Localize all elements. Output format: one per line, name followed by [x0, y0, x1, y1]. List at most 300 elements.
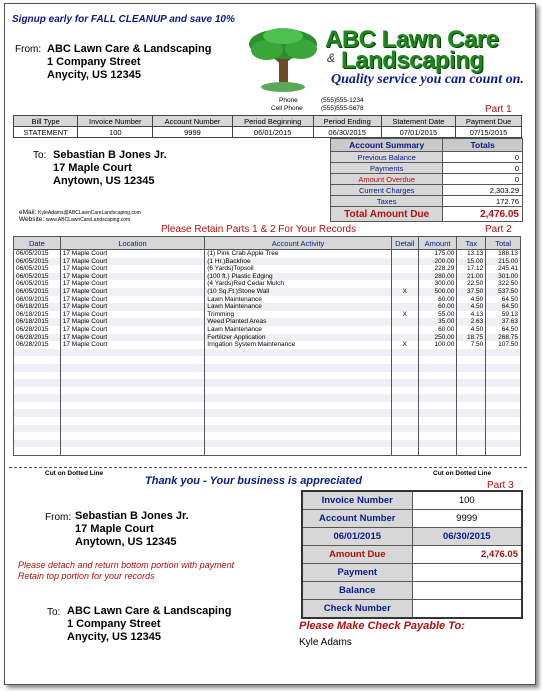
activity-cell: [391, 250, 418, 258]
total-due-value: 2,476.05: [443, 207, 523, 222]
stub-value: 100: [412, 491, 522, 510]
activity-cell: 245.41: [486, 265, 521, 273]
activity-cell: [14, 394, 61, 402]
stub-row: [302, 528, 522, 546]
activity-cell: 17 Maple Court: [60, 265, 205, 273]
detach-notice: [18, 560, 234, 582]
bill-header: Statement Date: [381, 116, 455, 127]
activity-cell: (100 ft.) Plastic Edging: [205, 273, 392, 281]
activity-cell: [457, 417, 486, 425]
activity-cell: 175.00: [418, 250, 457, 258]
activity-cell: [486, 356, 521, 364]
activity-cell: [391, 334, 418, 342]
thank-you-text: Thank you - Your business is appreciated: [145, 475, 363, 487]
activity-cell: [14, 425, 61, 433]
summary-label: Current Charges: [331, 185, 443, 196]
activity-cell: [14, 417, 61, 425]
activity-cell: [391, 372, 418, 380]
logo-line2: Landscaping: [341, 47, 484, 74]
summary-label: Amount Overdue: [331, 174, 443, 185]
promo-text: Signup early for FALL CLEANUP and save 10%: [12, 14, 235, 25]
activity-cell: 280.00: [418, 273, 457, 281]
activity-empty-row: [14, 432, 521, 440]
activity-cell: [60, 447, 205, 455]
activity-cell: [205, 417, 392, 425]
activity-cell: 55.00: [418, 311, 457, 319]
email-value[interactable]: KyleAdams@ABCLawnCareLandscaping.com: [38, 210, 141, 216]
activity-cell: [457, 349, 486, 357]
activity-cell: 215.00: [486, 258, 521, 266]
activity-cell: 537.50: [486, 288, 521, 296]
activity-cell: 2.63: [457, 318, 486, 326]
stub-row: [302, 546, 522, 564]
activity-cell: [60, 409, 205, 417]
activity-cell: 06/05/2015: [14, 258, 61, 266]
activity-row: [14, 311, 521, 319]
activity-body: [14, 250, 521, 456]
bill-header: Invoice Number: [78, 116, 153, 127]
from-city: Anycity, US 12345: [47, 69, 141, 81]
detach-line1: Please detach and return bottom portion with payment: [18, 560, 235, 570]
activity-cell: 17 Maple Court: [60, 273, 205, 281]
payable-name: Kyle Adams: [299, 637, 352, 648]
activity-cell: 17 Maple Court: [60, 296, 205, 304]
activity-empty-row: [14, 387, 521, 395]
stub-amount-due: 2,476.05: [412, 546, 522, 564]
activity-empty-row: [14, 425, 521, 433]
activity-cell: 228.29: [418, 265, 457, 273]
bill-value-row: [14, 127, 522, 138]
activity-header-row: [14, 237, 521, 250]
activity-cell: 17 Maple Court: [60, 311, 205, 319]
part2-label: Part 2: [485, 224, 512, 235]
activity-cell: 06/05/2015: [14, 288, 61, 296]
to-address: [53, 149, 167, 188]
activity-cell: [457, 356, 486, 364]
activity-cell: 7.50: [457, 341, 486, 349]
activity-cell: 60.00: [418, 303, 457, 311]
activity-cell: 188.13: [486, 250, 521, 258]
bill-value: 07/15/2015: [456, 127, 522, 138]
activity-cell: [60, 364, 205, 372]
activity-cell: [205, 387, 392, 395]
activity-row: [14, 341, 521, 349]
activity-cell: [486, 409, 521, 417]
activity-cell: [418, 356, 457, 364]
activity-cell: [205, 372, 392, 380]
activity-row: [14, 273, 521, 281]
summary-label: Previous Balance: [331, 152, 443, 163]
activity-cell: [457, 409, 486, 417]
activity-cell: [457, 402, 486, 410]
activity-cell: [205, 379, 392, 387]
bill-header-row: [14, 116, 522, 127]
activity-cell: 13.13: [457, 250, 486, 258]
activity-cell: [418, 425, 457, 433]
activity-cell: [391, 349, 418, 357]
activity-cell: 17 Maple Court: [60, 326, 205, 334]
summary-row: [331, 152, 523, 163]
activity-cell: 06/18/2015: [14, 303, 61, 311]
activity-cell: [14, 447, 61, 455]
activity-cell: [60, 417, 205, 425]
activity-cell: [457, 372, 486, 380]
stub-row: [302, 582, 522, 600]
activity-cell: [457, 364, 486, 372]
activity-cell: [205, 364, 392, 372]
activity-cell: [486, 394, 521, 402]
activity-cell: 22.50: [457, 280, 486, 288]
activity-header: Account Activity: [205, 237, 392, 250]
activity-cell: [14, 356, 61, 364]
summary-value: 2,303.29: [443, 185, 523, 196]
stub-from-label: From:: [45, 512, 72, 523]
stub-to-label: To:: [47, 607, 61, 618]
activity-row: [14, 280, 521, 288]
activity-cell: [418, 372, 457, 380]
activity-cell: Fertilizer Application: [205, 334, 392, 342]
activity-cell: 17 Maple Court: [60, 288, 205, 296]
activity-cell: [391, 356, 418, 364]
contact-email: [19, 209, 141, 216]
activity-cell: [486, 432, 521, 440]
activity-cell: Lawn Maintenance: [205, 326, 392, 334]
activity-header: Location: [60, 237, 205, 250]
bill-header: Period Beginning: [232, 116, 313, 127]
activity-cell: [60, 425, 205, 433]
activity-row: [14, 334, 521, 342]
activity-cell: [486, 417, 521, 425]
activity-cell: 4.13: [457, 311, 486, 319]
activity-cell: [205, 349, 392, 357]
stub-from-address: [75, 510, 189, 549]
activity-cell: [14, 387, 61, 395]
activity-cell: [418, 440, 457, 448]
activity-row: [14, 288, 521, 296]
invoice-page: [4, 3, 536, 685]
activity-row: [14, 326, 521, 334]
activity-cell: [457, 425, 486, 433]
activity-cell: 300.00: [418, 280, 457, 288]
activity-cell: [391, 258, 418, 266]
activity-header: Tax: [457, 237, 486, 250]
summary-value: 0: [443, 174, 523, 185]
activity-cell: [205, 394, 392, 402]
activity-cell: [14, 364, 61, 372]
balance-input[interactable]: [412, 582, 522, 600]
account-summary-table: [330, 138, 523, 222]
activity-cell: [457, 447, 486, 455]
activity-cell: 200.00: [418, 258, 457, 266]
activity-cell: [60, 372, 205, 380]
activity-cell: [391, 432, 418, 440]
activity-cell: [391, 402, 418, 410]
activity-cell: 37.63: [486, 318, 521, 326]
summary-value: 172.76: [443, 196, 523, 207]
activity-cell: 322.50: [486, 280, 521, 288]
stub-row: [302, 510, 522, 528]
activity-cell: 17 Maple Court: [60, 334, 205, 342]
activity-cell: [457, 394, 486, 402]
bill-value: 06/01/2015: [232, 127, 313, 138]
activity-header: Date: [14, 237, 61, 250]
stub-row: [302, 564, 522, 582]
activity-cell: [391, 440, 418, 448]
stub-to-street: 1 Company Street: [67, 618, 161, 630]
activity-cell: 107.50: [486, 341, 521, 349]
stub-to-address: [67, 605, 231, 644]
phone-value: (555)555-1234: [321, 97, 364, 104]
bill-header: Period Ending: [313, 116, 381, 127]
activity-cell: 18.75: [457, 334, 486, 342]
activity-cell: (6 Yards)Topsoil: [205, 265, 392, 273]
from-name: ABC Lawn Care & Landscaping: [47, 43, 212, 55]
activity-cell: [486, 425, 521, 433]
activity-cell: [60, 387, 205, 395]
activity-cell: [391, 425, 418, 433]
activity-cell: 21.00: [457, 273, 486, 281]
activity-cell: [14, 379, 61, 387]
activity-cell: [418, 432, 457, 440]
activity-cell: [486, 349, 521, 357]
activity-cell: 06/28/2015: [14, 341, 61, 349]
activity-row: [14, 250, 521, 258]
activity-cell: [418, 364, 457, 372]
cut-label-left: Cut on Dotted Line: [45, 470, 104, 477]
stub-from-name: Sebastian B Jones Jr.: [75, 510, 189, 522]
stub-row: [302, 600, 522, 619]
activity-cell: 59.13: [486, 311, 521, 319]
activity-cell: [60, 394, 205, 402]
activity-cell: [418, 394, 457, 402]
activity-cell: [60, 432, 205, 440]
activity-empty-row: [14, 364, 521, 372]
activity-cell: [391, 265, 418, 273]
activity-cell: X: [391, 311, 418, 319]
cut-line: [9, 467, 527, 468]
activity-row: [14, 296, 521, 304]
to-label: To:: [33, 150, 47, 161]
summary-value: 0: [443, 152, 523, 163]
activity-cell: 06/18/2015: [14, 311, 61, 319]
activity-empty-row: [14, 417, 521, 425]
activity-cell: 17.12: [457, 265, 486, 273]
to-street: 17 Maple Court: [53, 162, 132, 174]
activity-cell: 06/09/2015: [14, 296, 61, 304]
activity-cell: 15.00: [457, 258, 486, 266]
payment-input[interactable]: [412, 564, 522, 582]
summary-row: [331, 196, 523, 207]
activity-cell: 17 Maple Court: [60, 318, 205, 326]
from-street: 1 Company Street: [47, 56, 141, 68]
logo-tagline: Quality service you can count on.: [331, 72, 524, 87]
activity-cell: 301.00: [486, 273, 521, 281]
activity-cell: [486, 379, 521, 387]
activity-cell: 4.50: [457, 296, 486, 304]
activity-cell: [391, 379, 418, 387]
activity-empty-row: [14, 409, 521, 417]
activity-cell: [391, 303, 418, 311]
activity-cell: 17 Maple Court: [60, 250, 205, 258]
activity-row: [14, 303, 521, 311]
activity-cell: [418, 387, 457, 395]
company-logo: [243, 24, 533, 94]
tree-icon: [243, 24, 323, 94]
activity-header: Detail: [391, 237, 418, 250]
activity-cell: [418, 402, 457, 410]
activity-cell: 17 Maple Court: [60, 280, 205, 288]
activity-cell: [14, 372, 61, 380]
activity-cell: 17 Maple Court: [60, 258, 205, 266]
bill-info-table: [13, 115, 522, 138]
stub-label: Check Number: [302, 600, 412, 619]
activity-cell: 06/05/2015: [14, 265, 61, 273]
activity-cell: [205, 432, 392, 440]
stub-period-end: 06/30/2015: [412, 528, 522, 546]
activity-row: [14, 265, 521, 273]
payment-stub-table: [301, 490, 523, 619]
activity-cell: [391, 394, 418, 402]
summary-row: [331, 185, 523, 196]
activity-cell: 4.50: [457, 326, 486, 334]
activity-cell: [60, 440, 205, 448]
activity-cell: (1) Pink Crab Apple Tree: [205, 250, 392, 258]
activity-cell: [486, 402, 521, 410]
bill-value: 06/30/2015: [313, 127, 381, 138]
activity-cell: [60, 379, 205, 387]
activity-empty-row: [14, 440, 521, 448]
activity-cell: [391, 280, 418, 288]
activity-cell: 06/05/2015: [14, 250, 61, 258]
bill-value: 100: [78, 127, 153, 138]
activity-cell: [205, 440, 392, 448]
phone-label: Phone: [279, 97, 298, 104]
summary-value: 0: [443, 163, 523, 174]
activity-cell: Irrigation System Maintenance: [205, 341, 392, 349]
summary-title: Account Summary: [331, 139, 443, 152]
activity-cell: [418, 349, 457, 357]
activity-cell: 06/18/2015: [14, 318, 61, 326]
logo-amp: &: [327, 51, 336, 65]
activity-cell: Weed Planted Areas: [205, 318, 392, 326]
activity-cell: [205, 409, 392, 417]
part3-label: Part 3: [487, 480, 514, 491]
contact-website: [19, 216, 130, 223]
activity-cell: X: [391, 288, 418, 296]
summary-label: Taxes: [331, 196, 443, 207]
bill-header: Payment Due: [456, 116, 522, 127]
stub-row: [302, 491, 522, 510]
activity-cell: 17 Maple Court: [60, 341, 205, 349]
from-label: From:: [15, 44, 42, 55]
web-value[interactable]: www.ABCLawnCareLandscaping.com: [45, 217, 131, 223]
activity-cell: [205, 356, 392, 364]
activity-cell: [60, 356, 205, 364]
activity-empty-row: [14, 372, 521, 380]
stub-label: Payment: [302, 564, 412, 582]
activity-cell: 250.00: [418, 334, 457, 342]
activity-cell: [391, 417, 418, 425]
activity-cell: 64.50: [486, 326, 521, 334]
activity-cell: 64.50: [486, 296, 521, 304]
stub-from-city: Anytown, US 12345: [75, 536, 177, 548]
bill-header: Bill Type: [14, 116, 78, 127]
cut-label-right: Cut on Dotted Line: [433, 470, 492, 477]
activity-cell: 06/05/2015: [14, 280, 61, 288]
detach-line2: Retain top portion for your records: [18, 571, 155, 581]
activity-cell: [486, 372, 521, 380]
stub-label: Amount Due: [302, 546, 412, 564]
activity-cell: (4 Yards)Red Cedar Mulch: [205, 280, 392, 288]
stub-period-start: 06/01/2015: [302, 528, 412, 546]
activity-cell: [418, 447, 457, 455]
activity-cell: [391, 296, 418, 304]
stub-to-city: Anycity, US 12345: [67, 631, 161, 643]
stub-from-street: 17 Maple Court: [75, 523, 154, 535]
check-number-input[interactable]: [412, 600, 522, 619]
activity-cell: 35.00: [418, 318, 457, 326]
to-name: Sebastian B Jones Jr.: [53, 149, 167, 161]
activity-cell: [418, 379, 457, 387]
activity-cell: [457, 432, 486, 440]
activity-cell: [60, 402, 205, 410]
activity-cell: [457, 387, 486, 395]
part1-label: Part 1: [485, 104, 512, 115]
to-city: Anytown, US 12345: [53, 175, 155, 187]
activity-cell: [391, 318, 418, 326]
summary-total-row: [331, 207, 523, 222]
activity-cell: [457, 379, 486, 387]
activity-cell: [486, 440, 521, 448]
activity-cell: [205, 402, 392, 410]
activity-empty-row: [14, 356, 521, 364]
payable-label: Please Make Check Payable To:: [299, 620, 465, 632]
activity-cell: [14, 409, 61, 417]
activity-cell: 37.50: [457, 288, 486, 296]
activity-cell: 17 Maple Court: [60, 303, 205, 311]
activity-row: [14, 318, 521, 326]
activity-empty-row: [14, 349, 521, 357]
activity-cell: 60.00: [418, 326, 457, 334]
activity-cell: 64.50: [486, 303, 521, 311]
activity-cell: [391, 326, 418, 334]
activity-cell: [205, 425, 392, 433]
bill-value: 9999: [153, 127, 232, 138]
activity-cell: [391, 364, 418, 372]
activity-cell: 100.00: [418, 341, 457, 349]
activity-table: [13, 236, 521, 456]
activity-cell: [60, 349, 205, 357]
activity-cell: 06/28/2015: [14, 326, 61, 334]
activity-cell: [14, 402, 61, 410]
activity-header: Amount: [418, 237, 457, 250]
activity-cell: [14, 349, 61, 357]
activity-row: [14, 258, 521, 266]
bill-header: Account Number: [153, 116, 232, 127]
summary-label: Payments: [331, 163, 443, 174]
activity-cell: X: [391, 341, 418, 349]
bill-value: STATEMENT: [14, 127, 78, 138]
activity-cell: [486, 447, 521, 455]
bill-value: 07/01/2015: [381, 127, 455, 138]
activity-cell: [486, 387, 521, 395]
total-due-label: Total Amount Due: [331, 207, 443, 222]
activity-empty-row: [14, 379, 521, 387]
activity-cell: 06/05/2015: [14, 273, 61, 281]
activity-cell: 500.00: [418, 288, 457, 296]
summary-row: [331, 174, 523, 185]
activity-cell: Lawn Maintenance: [205, 296, 392, 304]
